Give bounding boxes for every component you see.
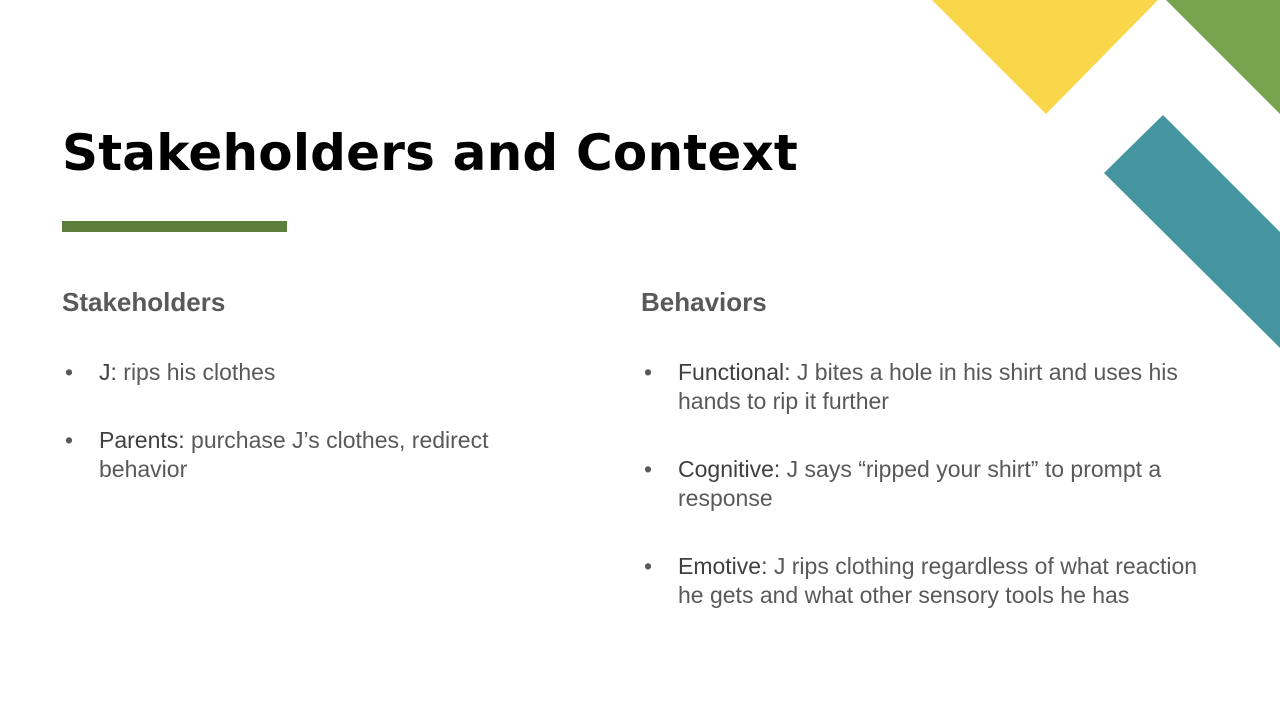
bullet-icon: •	[643, 456, 653, 482]
item-text: rips his clothes	[116, 359, 276, 385]
item-term: J:	[99, 359, 117, 385]
bullet-icon: •	[64, 427, 74, 453]
slide-title: Stakeholders and Context	[62, 124, 799, 182]
item-term: Emotive:	[678, 553, 768, 579]
yellow-triangle-shape	[932, 0, 1158, 114]
list-item	[62, 358, 562, 387]
item-text: purchase J’s clothes, redirect behavior	[99, 427, 489, 482]
bullet-icon: •	[643, 553, 653, 579]
bullet-icon: •	[64, 359, 74, 385]
item-term: Cognitive:	[678, 456, 781, 482]
list-item	[62, 426, 562, 484]
behaviors-column	[641, 284, 1211, 649]
behaviors-heading: Behaviors	[641, 287, 767, 317]
list-item	[641, 455, 1211, 513]
green-triangle-shape	[1166, 0, 1280, 114]
list-item	[641, 552, 1211, 610]
item-term: Functional:	[678, 359, 791, 385]
item-text: J says “ripped your shirt” to prompt a response	[678, 456, 1162, 511]
bullet-icon: •	[643, 359, 653, 385]
title-accent-bar	[62, 221, 287, 232]
item-text: J bites a hole in his shirt and uses his hands to rip it further	[678, 359, 1178, 414]
stakeholders-list	[62, 358, 562, 484]
stakeholders-heading: Stakeholders	[62, 287, 226, 317]
item-text: J rips clothing regardless of what reaction he gets and what other sensory tools he has	[678, 553, 1198, 608]
stakeholders-column	[62, 284, 562, 523]
list-item	[641, 358, 1211, 416]
behaviors-list	[641, 358, 1211, 610]
item-term: Parents:	[99, 427, 185, 453]
